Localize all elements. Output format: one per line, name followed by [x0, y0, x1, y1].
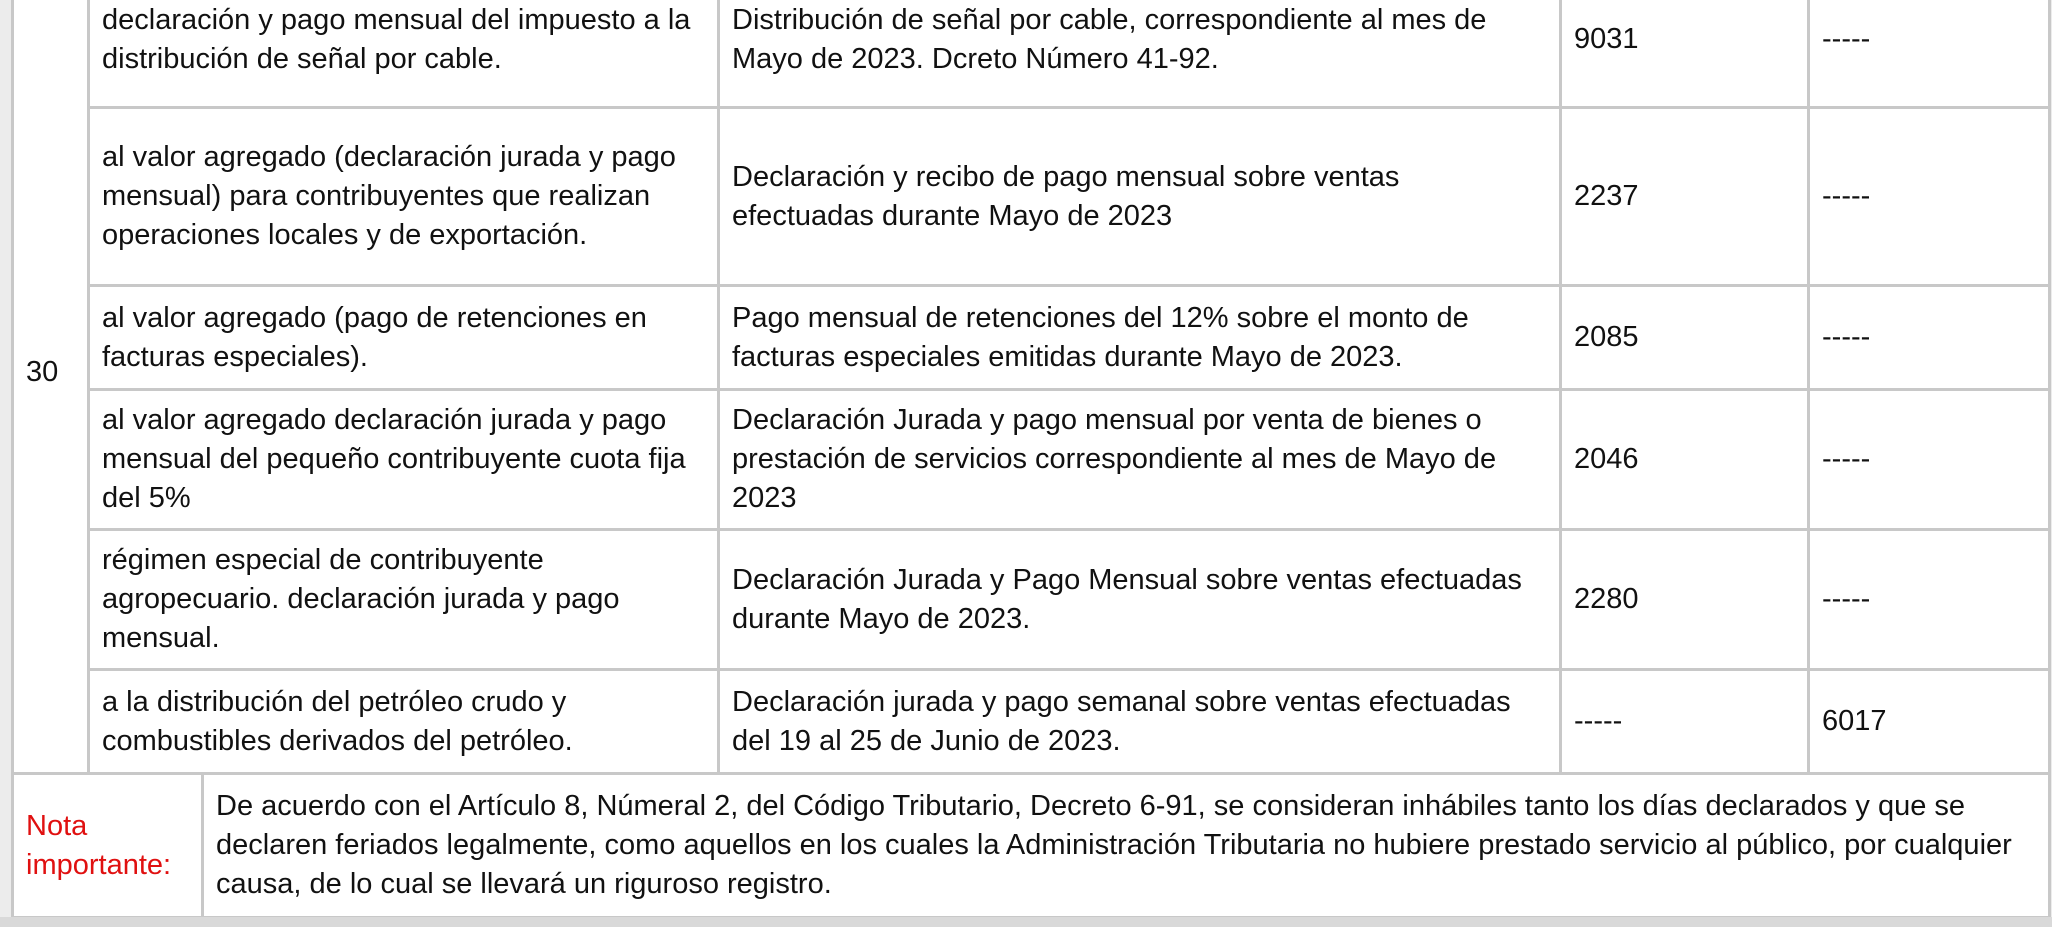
- description-cell: Declaración y recibo de pago mensual sobre ventas efectuadas durante Mayo de 2023: [719, 108, 1561, 286]
- table-row: [13, 108, 2050, 286]
- alt-form-number-cell: -----: [1809, 530, 2050, 670]
- table-row: [13, 670, 2050, 774]
- form-number-cell: -----: [1561, 670, 1809, 774]
- tax-cell: al valor agregado (pago de retenciones en facturas especiales).: [89, 286, 719, 390]
- form-number-cell: 9031: [1561, 0, 1809, 108]
- description-cell: Declaración Jurada y pago mensual por venta de bienes o prestación de servicios correspondiente al mes de Mayo de 2023: [719, 390, 1561, 530]
- alt-form-number-cell: -----: [1809, 390, 2050, 530]
- alt-form-number-cell: 6017: [1809, 670, 2050, 774]
- description-cell: Pago mensual de retenciones del 12% sobre el monto de facturas especiales emitidas durante Mayo de 2023.: [719, 286, 1561, 390]
- form-number-cell: 2280: [1561, 530, 1809, 670]
- alt-form-number-cell: -----: [1809, 0, 2050, 108]
- bottom-divider: [0, 917, 2052, 927]
- tax-cell: régimen especial de contribuyente agropecuario. declaración jurada y pago mensual.: [89, 530, 719, 670]
- note-label: Nota importante:: [13, 774, 203, 918]
- description-cell: Declaración Jurada y Pago Mensual sobre ventas efectuadas durante Mayo de 2023.: [719, 530, 1561, 670]
- form-number-cell: 2046: [1561, 390, 1809, 530]
- alt-form-number-cell: -----: [1809, 108, 2050, 286]
- table-row: [13, 530, 2050, 670]
- tax-calendar-table: [11, 0, 2051, 775]
- tax-cell: declaración y pago mensual del impuesto a la distribución de señal por cable.: [89, 0, 719, 108]
- important-note-table: [11, 772, 2051, 919]
- alt-form-number-cell: -----: [1809, 286, 2050, 390]
- table-row: [13, 286, 2050, 390]
- tax-cell: a la distribución del petróleo crudo y combustibles derivados del petróleo.: [89, 670, 719, 774]
- table-row: [13, 0, 2050, 108]
- note-row: [13, 774, 2050, 918]
- form-number-cell: 2237: [1561, 108, 1809, 286]
- tax-cell: al valor agregado (declaración jurada y pago mensual) para contribuyentes que realizan operaciones locales y de exportación.: [89, 108, 719, 286]
- day-cell: 30: [13, 0, 89, 774]
- description-cell: Declaración jurada y pago semanal sobre ventas efectuadas del 19 al 25 de Junio de 2023.: [719, 670, 1561, 774]
- form-number-cell: 2085: [1561, 286, 1809, 390]
- tax-cell: al valor agregado declaración jurada y pago mensual del pequeño contribuyente cuota fija del 5%: [89, 390, 719, 530]
- description-cell: Distribución de señal por cable, correspondiente al mes de Mayo de 2023. Dcreto Número 41-92.: [719, 0, 1561, 108]
- note-text: De acuerdo con el Artículo 8, Númeral 2, del Código Tributario, Decreto 6-91, se consideran inhábiles tanto los días declarados y que se declaren feriados legalmente, como aquellos en los cuales la Administración Tributaria no hubiere prestado servicio al público, por cualquier causa, de lo cual se llevará un riguroso registro.: [203, 774, 2050, 918]
- table-row: [13, 390, 2050, 530]
